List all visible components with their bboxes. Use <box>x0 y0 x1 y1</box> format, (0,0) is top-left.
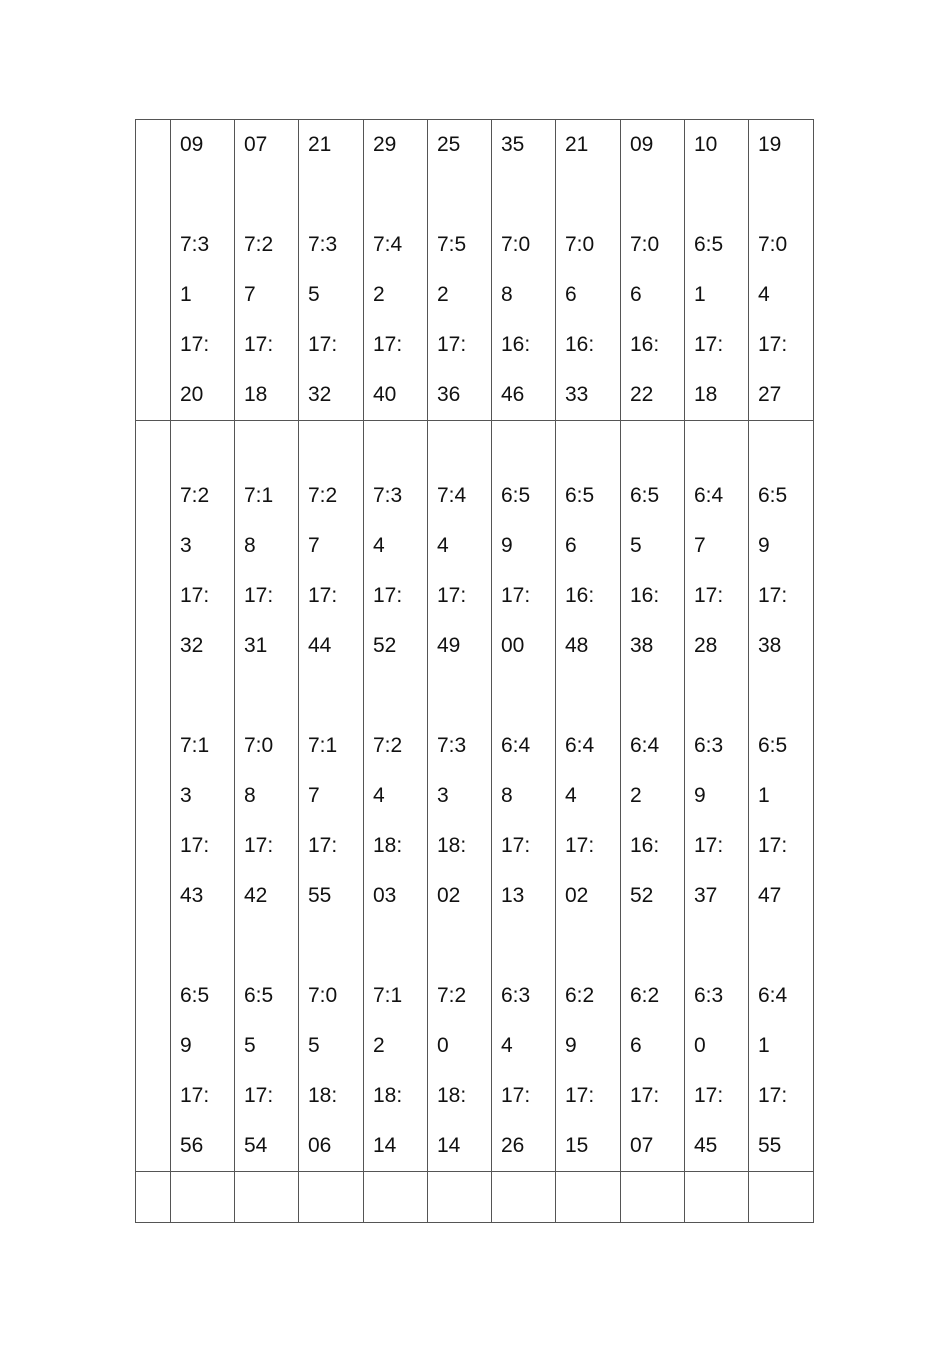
cell-text-line: 56 <box>180 1134 204 1157</box>
cell-text-line: 1 <box>694 283 706 306</box>
cell-text-line <box>758 170 813 220</box>
cell-text-line: 6:5 <box>501 484 531 507</box>
cell-text-line <box>501 921 555 971</box>
cell-text-line: 18 <box>244 383 268 406</box>
cell-text-line <box>758 421 813 471</box>
cell-text-line: 44 <box>308 634 332 657</box>
cell-text-line: 52 <box>373 634 397 657</box>
cell-text-line: 16: <box>630 584 660 607</box>
cell-text-line <box>437 421 491 471</box>
cell-text-line <box>373 421 427 471</box>
cell-text-line: 6:4 <box>694 484 724 507</box>
cell-text-line: 17: <box>758 834 788 857</box>
cell-text-line: 17: <box>694 333 724 356</box>
table-cell <box>364 1172 428 1223</box>
cell-text-line <box>501 671 555 721</box>
cell-text-line <box>630 671 684 721</box>
cell-text-line: 18 <box>694 383 718 406</box>
cell-text-line: 6:4 <box>501 734 531 757</box>
cell-text-line: 40 <box>373 383 397 406</box>
cell-text-line <box>437 671 491 721</box>
cell-text-line: 7:4 <box>437 484 467 507</box>
cell-text-line <box>244 921 298 971</box>
cell-text-line: 00 <box>501 634 525 657</box>
cell-text-line: 37 <box>694 884 718 907</box>
table-cell <box>556 1172 621 1223</box>
cell-text-line: 7:2 <box>244 233 274 256</box>
cell-text-line: 22 <box>630 383 654 406</box>
table-cell <box>685 120 749 421</box>
cell-text-line: 7:3 <box>373 484 403 507</box>
cell-text-line <box>180 170 234 220</box>
cell-text-line: 19 <box>758 133 782 156</box>
table-cell <box>136 120 171 421</box>
cell-text-line: 17: <box>758 1084 788 1107</box>
cell-text-line: 17: <box>244 834 274 857</box>
cell-text-line: 9 <box>758 534 770 557</box>
cell-text-line: 14 <box>437 1134 461 1157</box>
cell-text-line: 35 <box>501 133 525 156</box>
cell-text-line <box>308 170 363 220</box>
cell-text-line: 18: <box>373 1084 403 1107</box>
cell-text-line: 7:0 <box>308 984 338 1007</box>
cell-text-line: 8 <box>501 283 513 306</box>
cell-text-line: 0 <box>694 1034 706 1057</box>
cell-text-line: 6:3 <box>694 734 724 757</box>
table-row <box>136 120 814 421</box>
cell-text-line <box>694 421 748 471</box>
cell-text-line: 3 <box>180 784 192 807</box>
cell-text-line: 7:0 <box>565 233 595 256</box>
cell-text-line: 21 <box>308 133 332 156</box>
cell-text-line: 7 <box>308 534 320 557</box>
cell-text-line: 7:2 <box>373 734 403 757</box>
cell-text-line: 49 <box>437 634 461 657</box>
cell-text-line: 4 <box>437 534 449 557</box>
cell-text-line <box>758 671 813 721</box>
cell-text-line: 09 <box>180 133 204 156</box>
cell-text-line: 6:5 <box>758 734 788 757</box>
cell-text-line: 4 <box>373 784 385 807</box>
table-cell <box>299 421 364 1172</box>
cell-text-line: 6:3 <box>694 984 724 1007</box>
table-cell <box>171 421 235 1172</box>
cell-text-line: 15 <box>565 1134 589 1157</box>
cell-text-line: 6:5 <box>694 233 724 256</box>
cell-text-line: 7:0 <box>244 734 274 757</box>
table-row <box>136 1172 814 1223</box>
cell-text-line: 7:0 <box>630 233 660 256</box>
timetable <box>135 119 814 1223</box>
cell-text-line: 6:5 <box>758 484 788 507</box>
cell-text-line <box>565 671 620 721</box>
cell-text-line: 17: <box>180 333 210 356</box>
cell-text-line: 29 <box>373 133 397 156</box>
cell-text-line <box>244 170 298 220</box>
cell-text-line: 7:4 <box>373 233 403 256</box>
table-cell <box>492 421 556 1172</box>
cell-text-line: 1 <box>758 784 770 807</box>
cell-text-line: 1 <box>758 1034 770 1057</box>
cell-text-line: 14 <box>373 1134 397 1157</box>
cell-text-line: 17: <box>501 584 531 607</box>
cell-text-line: 7:1 <box>180 734 210 757</box>
cell-text-line: 16: <box>630 333 660 356</box>
cell-text-line: 0 <box>437 1034 449 1057</box>
cell-text-line: 17: <box>501 1084 531 1107</box>
cell-text-line: 17: <box>180 1084 210 1107</box>
cell-text-line: 9 <box>694 784 706 807</box>
cell-text-line: 32 <box>308 383 332 406</box>
cell-text-line: 17: <box>373 333 403 356</box>
cell-text-line: 26 <box>501 1134 525 1157</box>
cell-text-line: 6:3 <box>501 984 531 1007</box>
cell-text-line <box>694 671 748 721</box>
cell-text-line: 6:4 <box>758 984 788 1007</box>
cell-text-line: 7:1 <box>244 484 274 507</box>
cell-text-line: 7 <box>308 784 320 807</box>
table-cell <box>685 1172 749 1223</box>
cell-text-line: 7:2 <box>180 484 210 507</box>
cell-text-line: 06 <box>308 1134 332 1157</box>
cell-text-line: 17: <box>308 333 338 356</box>
table-cell <box>299 120 364 421</box>
cell-text-line <box>244 421 298 471</box>
table-cell <box>492 1172 556 1223</box>
cell-text-line <box>565 421 620 471</box>
cell-text-line: 20 <box>180 383 204 406</box>
table-row <box>136 421 814 1172</box>
cell-text-line: 7:1 <box>308 734 338 757</box>
cell-text-line: 21 <box>565 133 589 156</box>
cell-text-line: 7 <box>244 283 256 306</box>
cell-text-line: 1 <box>180 283 192 306</box>
cell-text-line: 18: <box>373 834 403 857</box>
cell-text-line <box>694 170 748 220</box>
cell-text-line: 31 <box>244 634 268 657</box>
cell-text-line: 32 <box>180 634 204 657</box>
cell-text-line: 2 <box>437 283 449 306</box>
cell-text-line: 6:4 <box>630 734 660 757</box>
table-cell <box>621 421 685 1172</box>
cell-text-line <box>373 170 427 220</box>
cell-text-line: 4 <box>565 784 577 807</box>
cell-text-line <box>437 921 491 971</box>
table-cell <box>171 1172 235 1223</box>
cell-text-line: 09 <box>630 133 654 156</box>
table-cell <box>136 421 171 1172</box>
cell-text-line: 6:2 <box>565 984 595 1007</box>
cell-text-line <box>565 170 620 220</box>
cell-text-line: 46 <box>501 383 525 406</box>
cell-text-line: 43 <box>180 884 204 907</box>
cell-text-line: 03 <box>373 884 397 907</box>
cell-text-line: 7:3 <box>308 233 338 256</box>
cell-text-line: 6:5 <box>565 484 595 507</box>
table-cell <box>621 120 685 421</box>
cell-text-line <box>244 671 298 721</box>
cell-text-line: 9 <box>565 1034 577 1057</box>
cell-text-line: 16: <box>630 834 660 857</box>
cell-text-line: 7 <box>694 534 706 557</box>
cell-text-line: 17: <box>630 1084 660 1107</box>
cell-text-line: 55 <box>308 884 332 907</box>
cell-text-line: 8 <box>244 784 256 807</box>
cell-text-line: 6:2 <box>630 984 660 1007</box>
cell-text-line: 6 <box>630 283 642 306</box>
cell-text-line: 18: <box>308 1084 338 1107</box>
table-cell <box>235 120 299 421</box>
cell-text-line: 17: <box>373 584 403 607</box>
cell-text-line: 4 <box>501 1034 513 1057</box>
cell-text-line: 2 <box>373 1034 385 1057</box>
cell-text-line: 17: <box>308 834 338 857</box>
cell-text-line <box>501 170 555 220</box>
cell-text-line: 6 <box>565 534 577 557</box>
cell-text-line: 17: <box>437 333 467 356</box>
table-cell <box>492 120 556 421</box>
cell-text-line: 17: <box>694 834 724 857</box>
cell-text-line: 17: <box>694 1084 724 1107</box>
cell-text-line: 55 <box>758 1134 782 1157</box>
cell-text-line: 27 <box>758 383 782 406</box>
cell-text-line: 7:0 <box>758 233 788 256</box>
table-cell <box>299 1172 364 1223</box>
cell-text-line: 5 <box>308 1034 320 1057</box>
cell-text-line <box>630 170 684 220</box>
cell-text-line: 36 <box>437 383 461 406</box>
cell-text-line: 6:5 <box>180 984 210 1007</box>
cell-text-line: 3 <box>180 534 192 557</box>
cell-text-line: 17: <box>180 584 210 607</box>
cell-text-line: 8 <box>244 534 256 557</box>
cell-text-line: 17: <box>565 834 595 857</box>
cell-text-line: 2 <box>373 283 385 306</box>
table-cell <box>749 421 814 1172</box>
cell-text-line: 6:4 <box>565 734 595 757</box>
cell-text-line <box>758 921 813 971</box>
table-cell <box>235 1172 299 1223</box>
cell-text-line <box>308 921 363 971</box>
cell-text-line: 48 <box>565 634 589 657</box>
cell-text-line <box>180 671 234 721</box>
cell-text-line: 54 <box>244 1134 268 1157</box>
cell-text-line: 17: <box>244 584 274 607</box>
cell-text-line: 47 <box>758 884 782 907</box>
table-cell <box>685 421 749 1172</box>
cell-text-line: 42 <box>244 884 268 907</box>
cell-text-line: 07 <box>630 1134 654 1157</box>
cell-text-line: 17: <box>758 333 788 356</box>
table-cell <box>556 421 621 1172</box>
cell-text-line: 16: <box>565 333 595 356</box>
cell-text-line: 6:5 <box>244 984 274 1007</box>
table-cell <box>428 421 492 1172</box>
cell-text-line: 38 <box>758 634 782 657</box>
table-cell <box>171 120 235 421</box>
cell-text-line: 28 <box>694 634 718 657</box>
cell-text-line: 17: <box>565 1084 595 1107</box>
cell-text-line: 18: <box>437 1084 467 1107</box>
cell-text-line <box>373 671 427 721</box>
table-cell <box>428 120 492 421</box>
cell-text-line: 17: <box>758 584 788 607</box>
cell-text-line: 02 <box>565 884 589 907</box>
cell-text-line <box>308 421 363 471</box>
cell-text-line: 7:3 <box>437 734 467 757</box>
timetable-body <box>136 120 814 1223</box>
table-cell <box>364 421 428 1172</box>
cell-text-line: 17: <box>244 1084 274 1107</box>
cell-text-line: 02 <box>437 884 461 907</box>
table-cell <box>235 421 299 1172</box>
cell-text-line: 2 <box>630 784 642 807</box>
cell-text-line: 4 <box>758 283 770 306</box>
cell-text-line: 17: <box>308 584 338 607</box>
cell-text-line: 17: <box>501 834 531 857</box>
cell-text-line: 7:0 <box>501 233 531 256</box>
cell-text-line <box>694 921 748 971</box>
cell-text-line: 6 <box>630 1034 642 1057</box>
cell-text-line <box>180 921 234 971</box>
cell-text-line: 07 <box>244 133 268 156</box>
cell-text-line: 9 <box>180 1034 192 1057</box>
cell-text-line: 7:2 <box>437 984 467 1007</box>
cell-text-line: 38 <box>630 634 654 657</box>
cell-text-line: 8 <box>501 784 513 807</box>
cell-text-line: 5 <box>308 283 320 306</box>
table-cell <box>136 1172 171 1223</box>
cell-text-line: 25 <box>437 133 461 156</box>
cell-text-line: 16: <box>501 333 531 356</box>
cell-text-line <box>373 921 427 971</box>
cell-text-line: 6 <box>565 283 577 306</box>
cell-text-line: 7:5 <box>437 233 467 256</box>
cell-text-line: 10 <box>694 133 718 156</box>
cell-text-line <box>630 421 684 471</box>
cell-text-line <box>180 421 234 471</box>
table-cell <box>749 120 814 421</box>
cell-text-line: 5 <box>630 534 642 557</box>
cell-text-line: 9 <box>501 534 513 557</box>
cell-text-line: 3 <box>437 784 449 807</box>
cell-text-line: 17: <box>437 584 467 607</box>
cell-text-line: 17: <box>694 584 724 607</box>
cell-text-line <box>630 921 684 971</box>
cell-text-line: 52 <box>630 884 654 907</box>
cell-text-line: 7:3 <box>180 233 210 256</box>
cell-text-line <box>501 421 555 471</box>
cell-text-line <box>565 921 620 971</box>
table-cell <box>556 120 621 421</box>
cell-text-line: 5 <box>244 1034 256 1057</box>
cell-text-line: 13 <box>501 884 525 907</box>
cell-text-line: 6:5 <box>630 484 660 507</box>
cell-text-line: 17: <box>180 834 210 857</box>
cell-text-line <box>437 170 491 220</box>
cell-text-line: 18: <box>437 834 467 857</box>
table-cell <box>364 120 428 421</box>
cell-text-line: 7:1 <box>373 984 403 1007</box>
cell-text-line: 7:2 <box>308 484 338 507</box>
table-cell <box>749 1172 814 1223</box>
cell-text-line <box>308 671 363 721</box>
cell-text-line: 17: <box>244 333 274 356</box>
table-cell <box>428 1172 492 1223</box>
cell-text-line: 33 <box>565 383 589 406</box>
cell-text-line: 45 <box>694 1134 718 1157</box>
cell-text-line: 4 <box>373 534 385 557</box>
table-cell <box>621 1172 685 1223</box>
cell-text-line: 16: <box>565 584 595 607</box>
